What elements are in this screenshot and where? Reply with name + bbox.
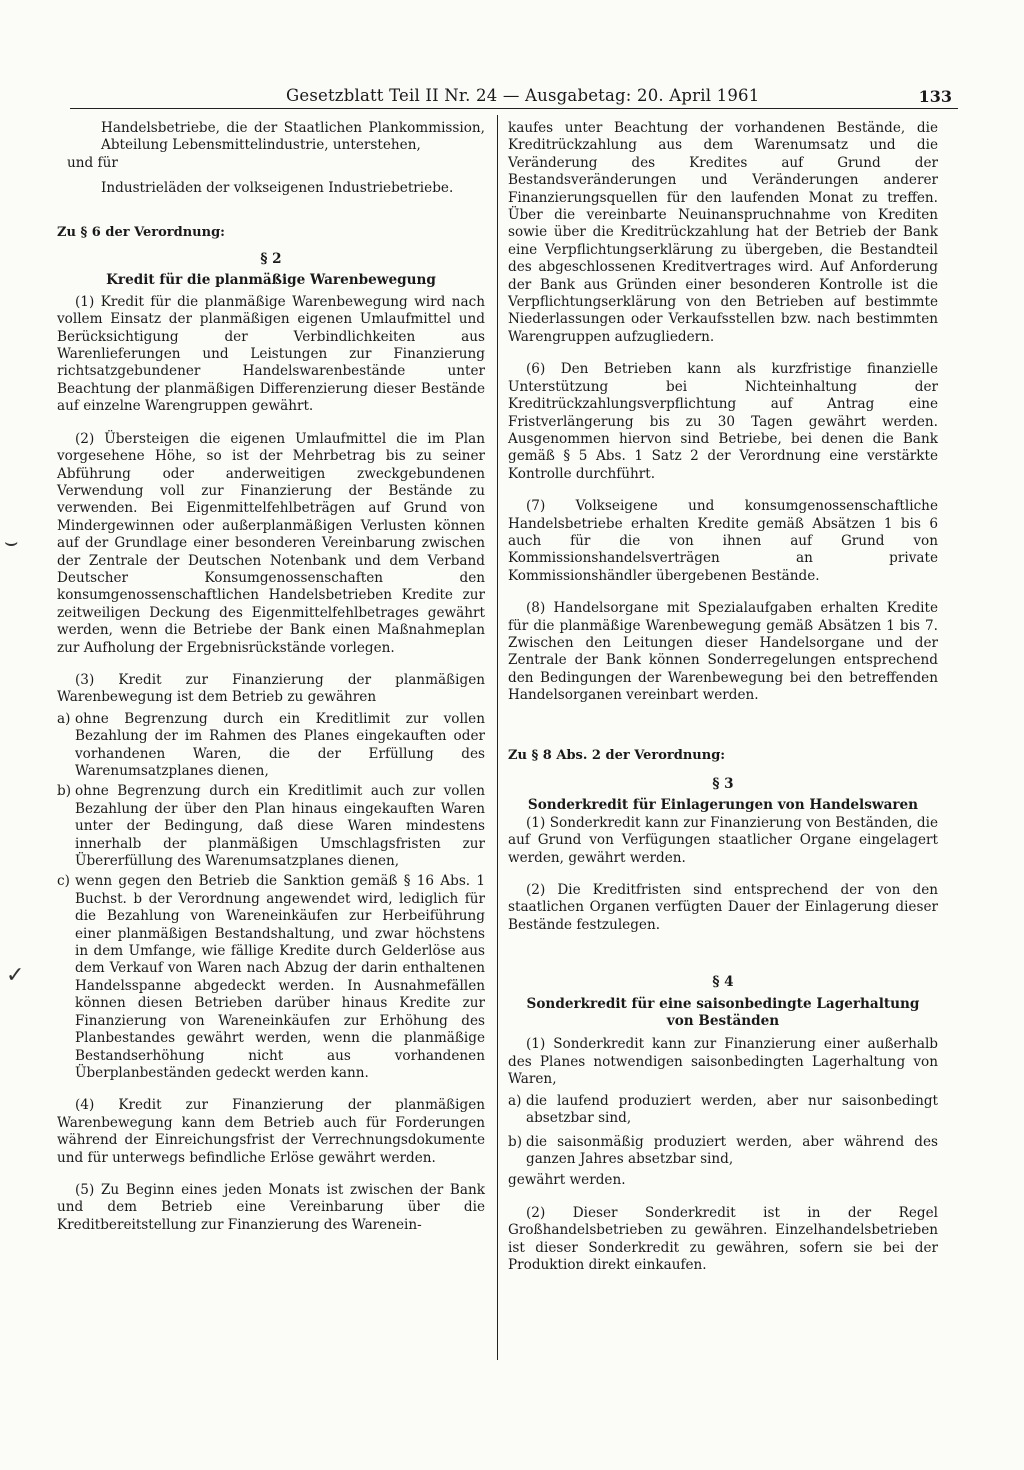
section-title: Kredit für die planmäßige Warenbewegung	[106, 272, 436, 289]
paragraph: (1) Sonderkredit kann zur Finanzierung einer außerhalb des Planes notwendigen saisonbedingten Lagerhaltung von Waren,	[508, 1036, 938, 1088]
section-reference-heading: Zu § 6 der Verordnung:	[57, 224, 225, 240]
list-text: ohne Begrenzung durch ein Kreditlimit auch zur vollen Bezahlung der über den Plan hinaus eingekauften Waren unter der Bedingung, daß diese Waren mindestens innerhalb der planmäßigen Umschlagsfristen zur Übererfüllung des Warenumsatzplanes dienen,	[75, 783, 485, 870]
right-column	[508, 120, 938, 1274]
paragraph: (4) Kredit zur Finanzierung der planmäßigen Warenbewegung kann dem Betrieb auch für Forderungen während der Einreichungsfrist der Verrechnungsdokumente und für unterwegs befindliche Erlöse gewährt werden.	[57, 1097, 485, 1166]
list-marker: b)	[508, 1133, 523, 1150]
list-text: die laufend produziert werden, aber nur saisonbedingt absetzbar sind,	[526, 1092, 938, 1127]
margin-mark: ⌣	[4, 530, 19, 555]
paragraph: (3) Kredit zur Finanzierung der planmäßigen Warenbewegung ist dem Betrieb zu gewähren	[57, 671, 485, 706]
margin-mark: ✓	[6, 963, 25, 988]
list-conclusion: gewährt werden.	[508, 1172, 626, 1189]
list-item	[508, 1134, 938, 1169]
paragraph: (5) Zu Beginn eines jeden Monats ist zwischen der Bank und dem Betrieb eine Vereinbarung über die Kreditbereitstellung zur Finanzierung des Warenein-	[57, 1181, 485, 1233]
section-title: von Beständen	[666, 1013, 780, 1030]
page-header	[70, 86, 958, 109]
list-item	[57, 711, 485, 781]
page-number: 133	[918, 87, 952, 106]
list-item	[57, 873, 485, 1082]
paragraph-continuation: kaufes unter Beachtung der vorhandenen Bestände, die Kreditrückzahlung aus dem Warenumsatz und die Veränderung des Kredites auf Grund der Bestandsveränderungen und Veränderungen anderer Finanzierungsquellen für den laufenden Monat zu treffen. Über die vereinbarte Neuinanspruchnahme von Krediten sowie über die Kreditrückzahlung hat der Betrieb der Bank eine Verpflichtungserklärung zu übergeben, die Bestandteil des abgeschlossenen Kreditvertrages wird. Auf Anforderung der Bank aus Gründen einer besonderen Kontrolle ist die Verpflichtungserklärung von den Betrieben auf bestimmte Niederlassungen oder Verkaufsstellen bzw. nach bestimmten Warengruppen aufzugliedern.	[508, 120, 938, 345]
list-item	[57, 783, 485, 870]
paragraph: (8) Handelsorgane mit Spezialaufgaben erhalten Kredite für die planmäßige Warenbewegung gemäß Absätzen 1 bis 7. Zwischen den Leitungen dieser Handelsorgane und der Zentrale der Bank können Sonderregelungen entsprechend den Bedingungen der Warenbewegung bei den betreffenden Handelsorganen vereinbart werden.	[508, 600, 938, 704]
list-marker: b)	[57, 783, 72, 800]
section-number: § 2	[260, 251, 282, 268]
paragraph: (6) Den Betrieben kann als kurzfristige finanzielle Unterstützung bei Nichteinhaltung der Kreditrückzahlungsverpflichtung auf Antrag eine Fristverlängerung bis zu 30 Tagen gewährt werden. Ausgenommen hiervon sind Betriebe, bei denen die Bank gemäß § 5 Abs. 1 Satz 2 der Verordnung eine verstärkte Kontrolle durchführt.	[508, 361, 938, 482]
section-number: § 4	[712, 974, 734, 991]
paragraph: (7) Volkseigene und konsumgenossenschaftliche Handelsbetriebe erhalten Kredite gemäß Absätzen 1 bis 6 auch für die von ihnen auf Grund von Kommissionshandelsverträgen an private Kommissionshändler übergebenen Bestände.	[508, 498, 938, 584]
list-text: die saisonmäßig produziert werden, aber während des ganzen Jahres absetzbar sind,	[526, 1133, 938, 1167]
paragraph: (2) Dieser Sonderkredit ist in der Regel Großhandelsbetrieben zu gewähren. Einzelhandelsbetrieben ist dieser Sonderkredit zu gewähren, sofern sie bei der Produktion direkt einkaufen.	[508, 1204, 938, 1273]
section-title: Sonderkredit für Einlagerungen von Handelswaren	[527, 797, 919, 814]
list-text: wenn gegen den Betrieb die Sanktion gemäß § 16 Abs. 1 Buchst. b der Verordnung angewendet wird, lediglich für die Bezahlung von Wareneinkäufen zur Herbeiführung einer planmäßigen Bestandshaltung, und zwar höchstens in dem Umfange, wie fällige Kredite durch Gelderlöse aus dem Verkauf von Waren nach Abzug der darin enthaltenen Handelsspanne abgedeckt werden. In Ausnahmefällen können diesen Betrieben darüber hinaus Kredite zur Finanzierung von Wareneinkäufen zur Erhöhung des Planbestandes gewährt werden, wenn die planmäßige Bestandserhöhung nicht aus vorhandenen Überplanbeständen gedeckt werden kann.	[75, 873, 485, 1081]
paragraph: (2) Die Kreditfristen sind entsprechend der von den staatlichen Organen verfügten Dauer der Einlagerung dieser Bestände festzulegen.	[508, 882, 938, 933]
paragraph: (1) Kredit für die planmäßige Warenbewegung wird nach vollem Einsatz der planmäßigen eigenen Umlaufmittel und Berücksichtigung der Verbindlichkeiten aus Warenlieferungen und Leistungen zur Finanzierung richtsatzgebundener Handelswarenbestände unter Beachtung der planmäßigen Differenzierung dieser Bestände auf einzelne Warengruppen gewährt.	[57, 293, 485, 415]
intro-paragraph: Industrieläden der volkseigenen Industriebetriebe.	[101, 180, 454, 197]
intro-conjunction: und für	[67, 154, 118, 171]
column-divider	[497, 115, 498, 1360]
section-number: § 3	[712, 776, 734, 792]
left-column	[57, 120, 485, 1234]
list-marker: a)	[57, 710, 71, 727]
header-title: Gesetzblatt Teil II Nr. 24 — Ausgabetag: 20. April 1961	[286, 86, 760, 105]
section-title: Sonderkredit für eine saisonbedingte Lagerhaltung	[526, 995, 920, 1012]
list-text: ohne Begrenzung durch ein Kreditlimit zur vollen Bezahlung der im Rahmen des Planes eingekauften oder vorhandenen Waren, die der Erfüllung des Warenumsatzplanes dienen,	[75, 710, 485, 779]
intro-paragraph: Handelsbetriebe, die der Staatlichen Plankommission, Abteilung Lebensmittelindustrie, unterstehen,	[101, 120, 485, 154]
list-item	[508, 1093, 938, 1128]
paragraph: (2) Übersteigen die eigenen Umlaufmittel die im Plan vorgesehene Höhe, so ist der Mehrbetrag bis zu seiner Abführung oder anderweitigen zweckgebundenen Verwendung voll zur Finanzierung der Bestände zu verwenden. Bei Eigenmittelfehlbeträgen auf Grund von Mindergewinnen oder außerplanmäßigen Verlusten können auf der Grundlage einer besonderen Vereinbarung zwischen der Zentrale der Deutschen Notenbank und dem Verband Deutscher Konsumgenossenschaften den konsumgenossenschaftlichen Handelsbetrieben Kredite zur zeitweiligen Deckung des Eigenmittelfehlbetrages gewährt werden, wenn die Betriebe der Bank einen Maßnahmeplan zur Aufholung der Ergebnisrückstände vorlegen.	[57, 430, 485, 656]
paragraph: (1) Sonderkredit kann zur Finanzierung von Beständen, die auf Grund von Verfügungen staatlicher Organe eingelagert werden, gewährt werden.	[508, 814, 938, 866]
list-marker: a)	[508, 1092, 522, 1109]
list-marker: c)	[57, 873, 70, 890]
section-reference-heading: Zu § 8 Abs. 2 der Verordnung:	[508, 747, 726, 763]
